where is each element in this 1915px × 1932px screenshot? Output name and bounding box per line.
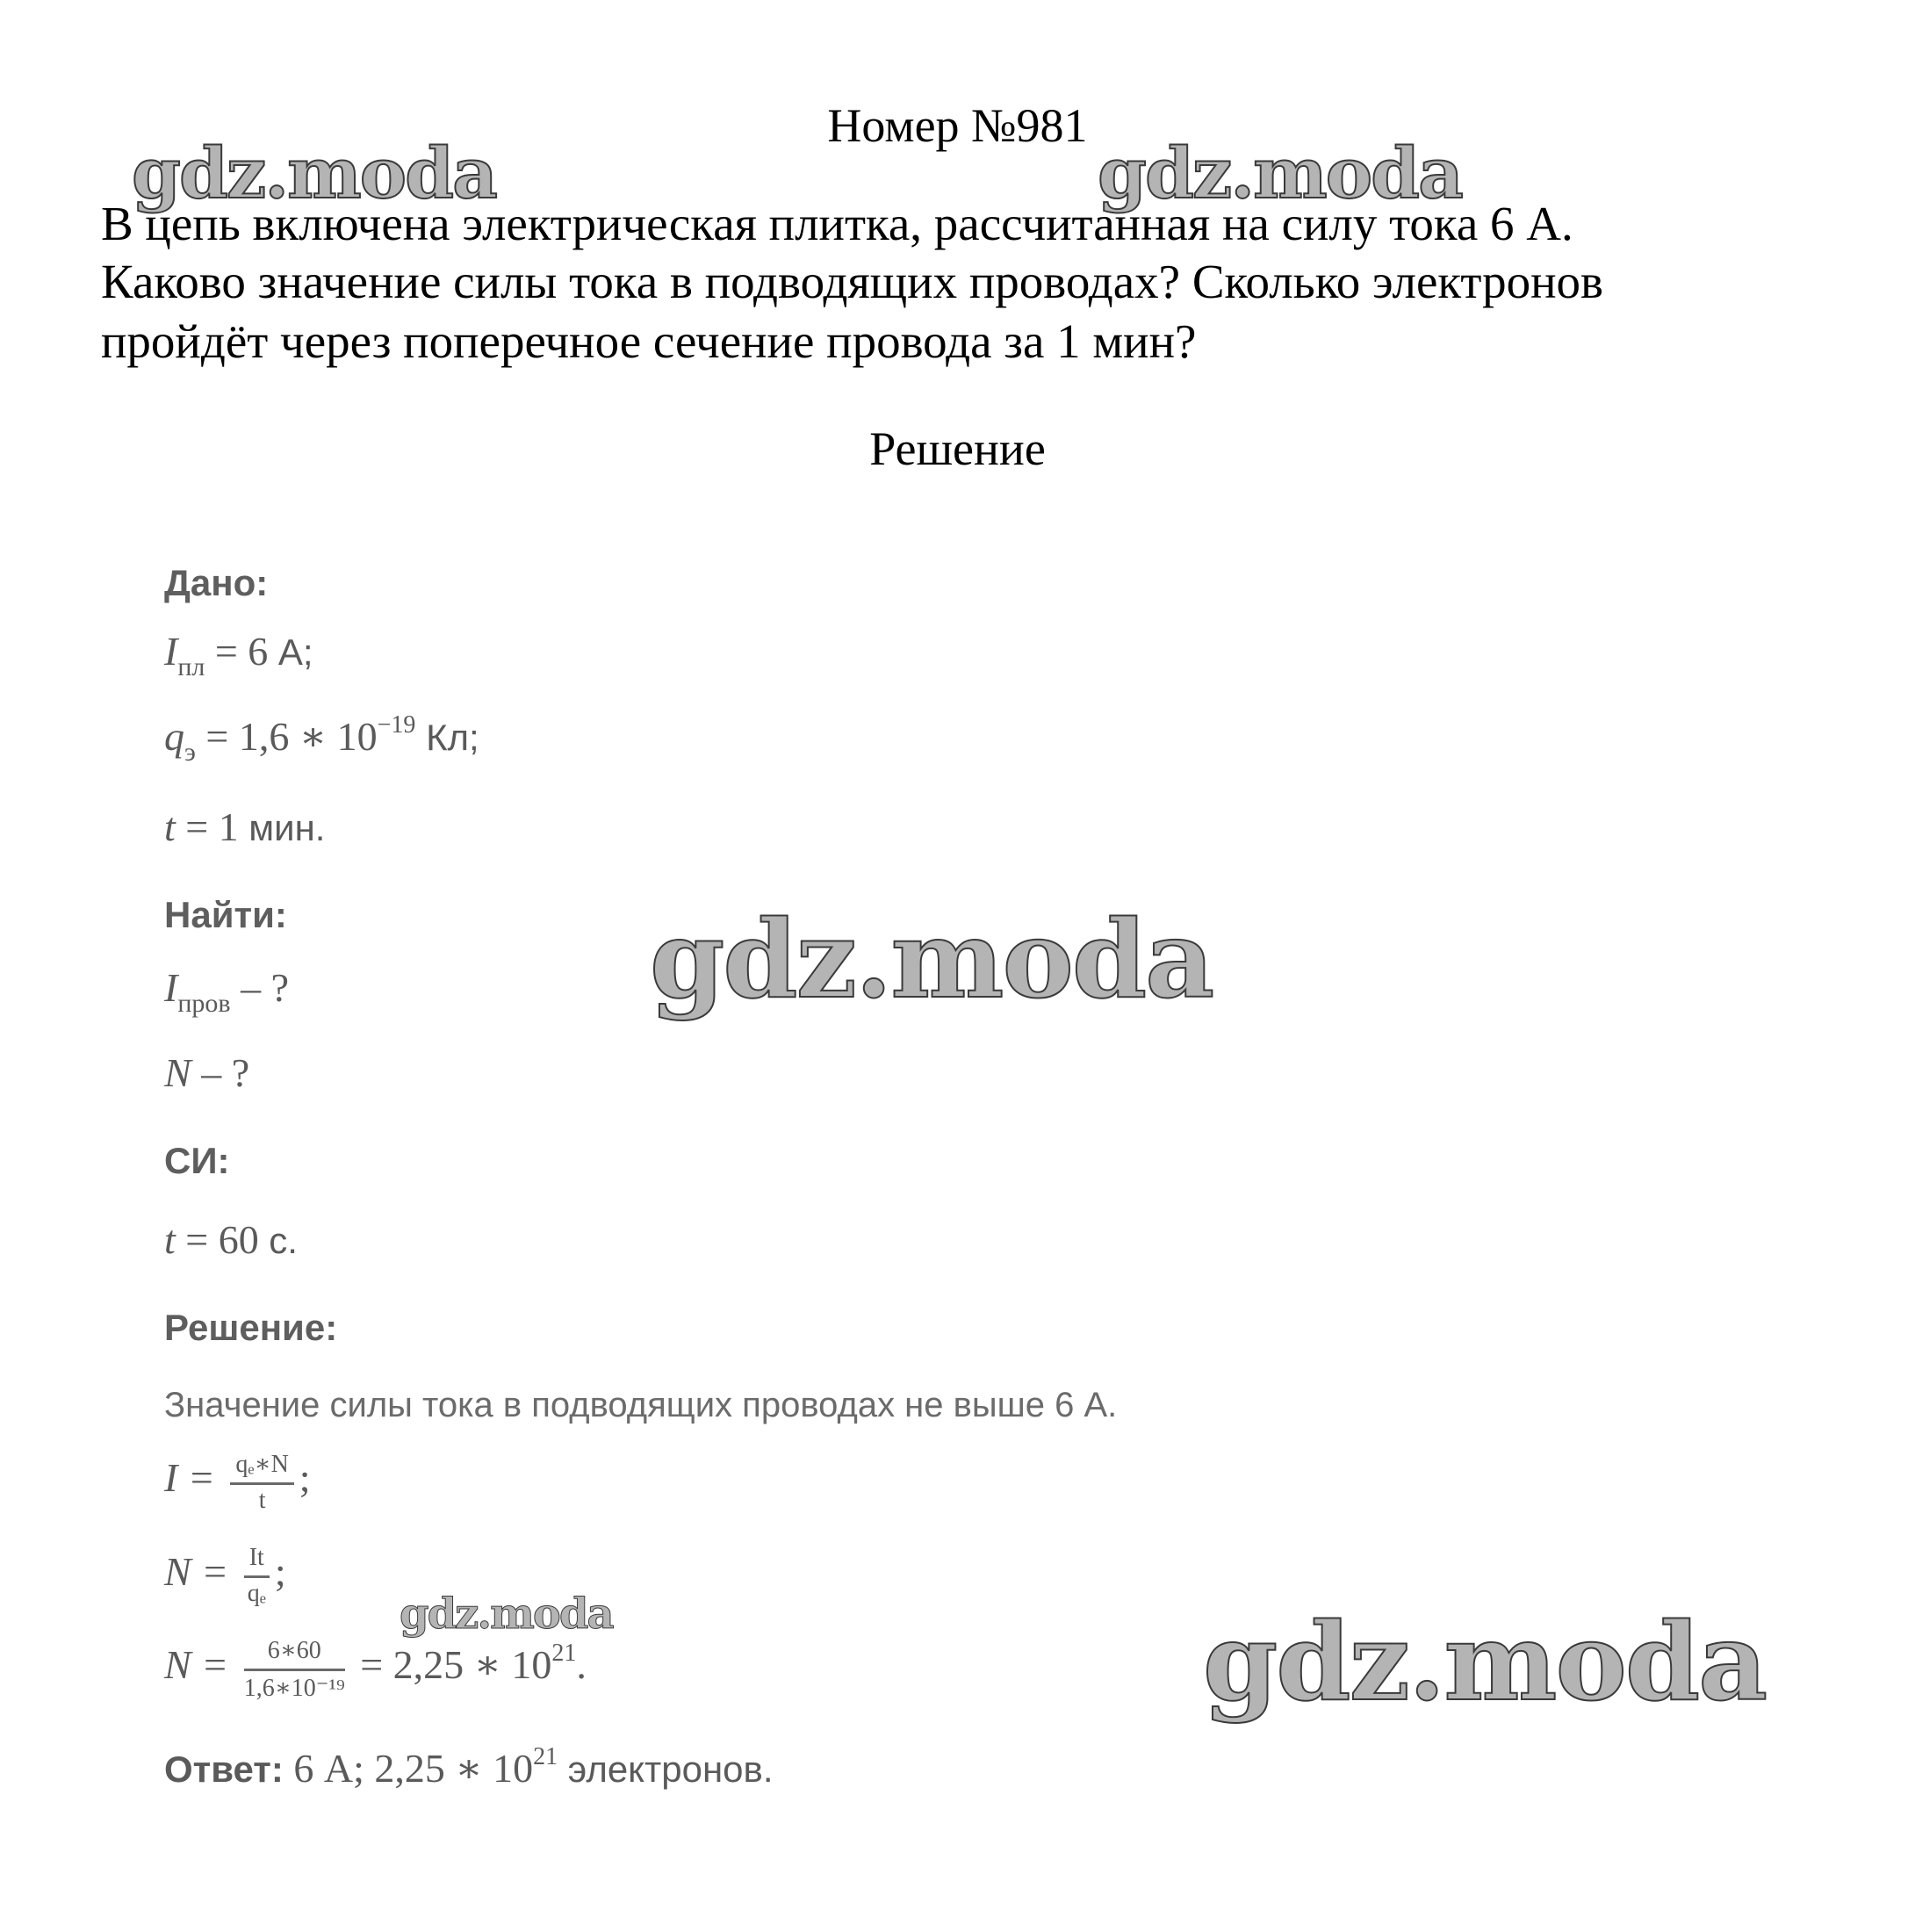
watermark-logo: gdz.moda bbox=[1203, 1598, 1767, 1725]
solution-text: Значение силы тока в подводящих проводах не выше 6 А. bbox=[164, 1386, 1118, 1424]
page-title: Номер №981 bbox=[827, 99, 1088, 152]
find-electron-count: N – ? bbox=[164, 1050, 250, 1095]
problem-line-3: пройдёт через поперечное сечение провода за 1 мин? bbox=[101, 314, 1197, 368]
watermark-logo: gdz.moda bbox=[1098, 132, 1462, 214]
watermark-logo: gdz.moda bbox=[400, 1590, 613, 1639]
solution-heading: Решение bbox=[869, 422, 1046, 475]
si-time: t = 60 с. bbox=[164, 1217, 298, 1262]
given-current-plate: $I_{пл} = 6$ А; bbox=[164, 629, 313, 681]
problem-line-1: В цепь включена электрическая плитка, рассчитанная на силу тока 6 А. bbox=[101, 197, 1573, 250]
formula-electrons-calc: N = $\frac{6∗60}{\text{1,6∗10⁻¹⁹}}$ = 2,25 ∗ $10^{21}$. bbox=[164, 1637, 587, 1702]
answer: Ответ: 6 А; 2,25 ∗ $10^{21}$ электронов. bbox=[164, 1743, 774, 1791]
watermark-logo: gdz.moda bbox=[650, 896, 1213, 1022]
given-time: t = 1 мин. bbox=[164, 804, 326, 849]
solution-subheading: Решение: bbox=[164, 1307, 338, 1348]
given-heading: Дано: bbox=[164, 562, 269, 603]
problem-line-2: Каково значение силы тока в подводящих проводах? Сколько электронов bbox=[101, 255, 1604, 308]
si-heading: СИ: bbox=[164, 1140, 230, 1181]
find-heading: Найти: bbox=[164, 894, 287, 935]
watermark-logo: gdz.moda bbox=[132, 132, 496, 214]
formula-electrons: N = $\frac{It}{\text{qₑ}}$ ; bbox=[164, 1544, 286, 1607]
formula-current: I = $\frac{\text{qₑ∗N}}{t}$ ; bbox=[164, 1451, 311, 1514]
given-electron-charge: $q_э = 1,6$ ∗ $10^{-19}$ Кл; bbox=[164, 711, 479, 767]
find-current-wire: $I_{пров}$ – ? bbox=[164, 965, 289, 1018]
